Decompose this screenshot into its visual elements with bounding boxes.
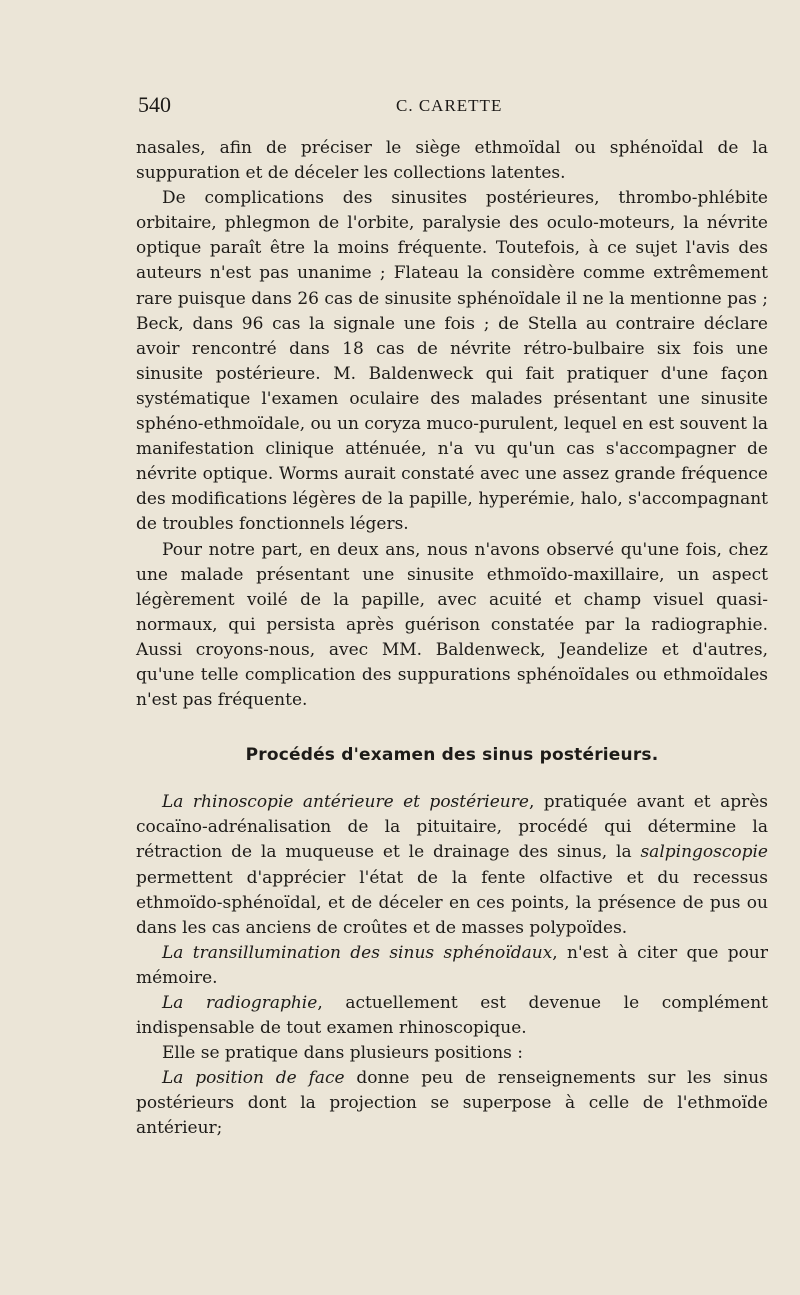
text-run: Pour notre part, en deux ans, nous n'avons observé qu'une fois, chez une malade présentant une sinusite ethmoïdo-maxillaire, un aspect légèrement voilé de la papille, avec acuité et champ visuel quasi-normaux, qui persista après guérison constatée par la radiographie. Aussi croyons-nous, avec MM. Baldenweck, Jeandelize et d'autres, qu'une telle complication des suppurations sphénoïdales ou ethmoïdales n'est pas fréquente. bbox=[136, 539, 768, 711]
paragraph bbox=[136, 941, 768, 991]
text-run: De complications des sinusites postérieures, thrombo-phlébite orbitaire, phlegmon de l'orbite, paralysie des oculo-moteurs, la névrite optique paraît être la moins fréquente. Toutefois, à ce sujet l'avis des auteurs n'est pas unanime ; Flateau la considère comme extrêmement rare puisque dans 26 cas de sinusite sphénoïdale il ne la mentionne pas ; Beck, dans 96 cas la signale une fois ; de Stella au contraire déclare avoir rencontré dans 18 cas de névrite rétro-bulbaire six fois une sinusite postérieure. M. Baldenweck qui fait pratiquer d'une façon systématique l'examen oculaire des malades présentant une sinusite sphéno-ethmoïdale, ou un coryza muco-purulent, lequel en est souvent la manifestation clinique atténuée, n'a vu qu'un cas s'accompagner de névrite optique. Worms aurait constaté avec une assez grande fréquence des modifications légères de la papille, hyperémie, halo, s'accompagnant de troubles fonctionnels légers. bbox=[136, 188, 768, 535]
page-number: 540 bbox=[138, 92, 171, 117]
text-run: Elle se pratique dans plusieurs positions : bbox=[162, 1043, 524, 1064]
paragraph bbox=[136, 136, 768, 186]
text-run: nasales, afin de préciser le siège ethmoïdal ou sphénoïdal de la suppuration et de déceler les collections latentes. bbox=[136, 138, 768, 184]
italic-text: La transillumination des sinus sphénoïdaux bbox=[162, 942, 553, 963]
text-run: permettent d'apprécier l'état de la fente olfactive et du recessus ethmoïdo-sphénoïdal, et de déceler en ces points, la présence de pus ou dans les cas anciens de croûtes et de masses polypoïdes. bbox=[136, 867, 768, 938]
paragraph bbox=[136, 186, 768, 537]
paragraph bbox=[136, 1066, 768, 1141]
running-head: C. CARETTE bbox=[396, 96, 503, 115]
paragraph bbox=[136, 1041, 768, 1066]
italic-text: La position de face bbox=[162, 1068, 345, 1089]
text-run: , pratiquée avant et après cocaïno-adrénalisation de la pituitaire, procédé qui détermine la rétraction de la muqueuse et le drainage des sinus, la bbox=[136, 792, 769, 863]
paragraph bbox=[136, 991, 768, 1041]
italic-text: La rhinoscopie antérieure et postérieure bbox=[162, 792, 529, 813]
text-run: , n'est à citer que pour mémoire. bbox=[136, 942, 768, 988]
section-heading: Procédés d'examen des sinus postérieurs. bbox=[245, 745, 659, 766]
italic-text: salpingoscopie bbox=[640, 842, 768, 863]
body-text bbox=[136, 136, 768, 1142]
text-run: donne peu de renseignements sur les sinus postérieurs dont la projection se superpose à celle de l'ethmoïde antérieur; bbox=[136, 1068, 768, 1139]
italic-text: La radiographie bbox=[162, 993, 318, 1013]
paragraph bbox=[136, 538, 768, 714]
paragraphs-top bbox=[136, 136, 768, 713]
page-header bbox=[138, 92, 770, 122]
text-run: , actuellement est devenue le complément indispensable de tout examen rhinoscopique. bbox=[136, 993, 768, 1039]
paragraph bbox=[136, 790, 768, 941]
paragraphs-bottom bbox=[136, 790, 768, 1141]
